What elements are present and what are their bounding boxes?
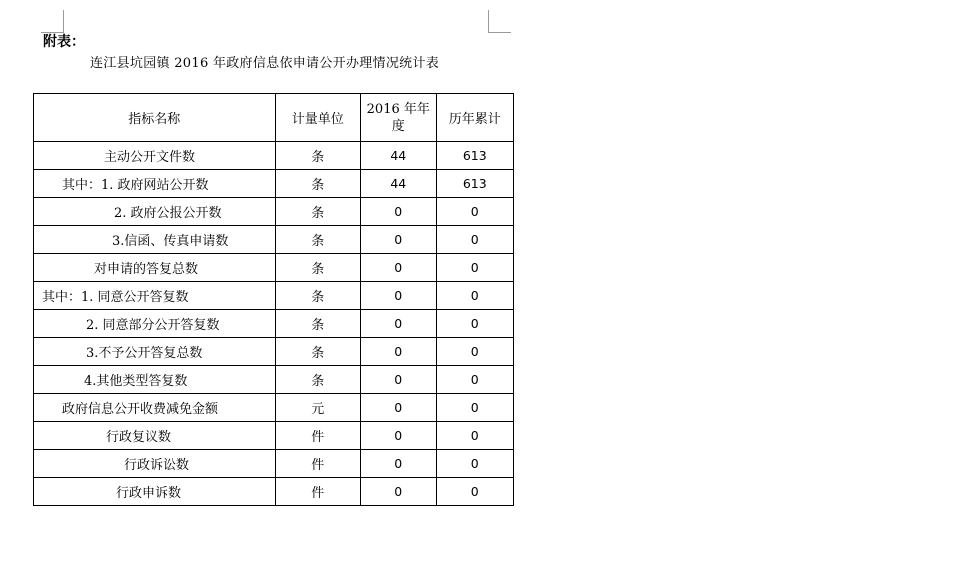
table-title: 连江县坑园镇 2016 年政府信息依申请公开办理情况统计表: [90, 56, 440, 71]
table-row: [34, 198, 514, 226]
cumulative-value-cell: 0: [436, 282, 514, 310]
indicator-name-cell: 3.信函、传真申请数: [34, 226, 276, 254]
cumulative-value-cell: 0: [436, 198, 514, 226]
page-corner-mark-right: [488, 10, 511, 33]
indicator-name-cell: 3.不予公开答复总数: [34, 338, 276, 366]
appendix-label: 附表：: [43, 34, 85, 50]
column-header-unit: 计量单位: [275, 94, 361, 142]
year-2016-value-cell: 0: [361, 254, 436, 282]
unit-cell: 条: [275, 310, 361, 338]
year-2016-value-cell: 0: [361, 338, 436, 366]
table-row: [34, 310, 514, 338]
column-header-indicator: 指标名称: [34, 94, 276, 142]
table-header-row: [34, 94, 514, 142]
indicator-name-cell: 行政诉讼数: [34, 450, 276, 478]
unit-cell: 条: [275, 254, 361, 282]
unit-cell: 元: [275, 394, 361, 422]
table-row: [34, 366, 514, 394]
table-row: [34, 450, 514, 478]
year-2016-value-cell: 0: [361, 226, 436, 254]
cumulative-value-cell: 0: [436, 310, 514, 338]
unit-cell: 件: [275, 478, 361, 506]
cumulative-value-cell: 613: [436, 142, 514, 170]
indicator-name-cell: 行政复议数: [34, 422, 276, 450]
table-row: [34, 394, 514, 422]
indicator-name-cell: 其中：1. 政府网站公开数: [34, 170, 276, 198]
year-2016-value-cell: 0: [361, 310, 436, 338]
indicator-name-cell: 主动公开文件数: [34, 142, 276, 170]
year-2016-value-cell: 44: [361, 142, 436, 170]
unit-cell: 条: [275, 142, 361, 170]
year-2016-value-cell: 0: [361, 450, 436, 478]
indicator-name-cell: 行政申诉数: [34, 478, 276, 506]
indicator-name-cell: 其中：1. 同意公开答复数: [34, 282, 276, 310]
unit-cell: 条: [275, 282, 361, 310]
year-2016-value-cell: 0: [361, 366, 436, 394]
cumulative-value-cell: 0: [436, 366, 514, 394]
cumulative-value-cell: 0: [436, 422, 514, 450]
indicator-name-cell: 4.其他类型答复数: [34, 366, 276, 394]
year-2016-value-cell: 0: [361, 478, 436, 506]
cumulative-value-cell: 0: [436, 254, 514, 282]
statistics-table: [33, 93, 514, 506]
table-row: [34, 142, 514, 170]
year-2016-value-cell: 0: [361, 422, 436, 450]
unit-cell: 条: [275, 170, 361, 198]
cumulative-value-cell: 613: [436, 170, 514, 198]
column-header-cumulative: 历年累计: [436, 94, 514, 142]
column-header-year: 2016 年年度: [361, 94, 436, 142]
cumulative-value-cell: 0: [436, 394, 514, 422]
cumulative-value-cell: 0: [436, 338, 514, 366]
unit-cell: 条: [275, 366, 361, 394]
indicator-name-cell: 2. 同意部分公开答复数: [34, 310, 276, 338]
indicator-name-cell: 对申请的答复总数: [34, 254, 276, 282]
unit-cell: 条: [275, 198, 361, 226]
year-2016-value-cell: 44: [361, 170, 436, 198]
table-row: [34, 422, 514, 450]
cumulative-value-cell: 0: [436, 478, 514, 506]
table-body: [34, 142, 514, 506]
unit-cell: 条: [275, 338, 361, 366]
unit-cell: 件: [275, 450, 361, 478]
unit-cell: 条: [275, 226, 361, 254]
cumulative-value-cell: 0: [436, 450, 514, 478]
year-2016-value-cell: 0: [361, 394, 436, 422]
table-row: [34, 338, 514, 366]
year-2016-value-cell: 0: [361, 198, 436, 226]
unit-cell: 件: [275, 422, 361, 450]
page-corner-mark-left: [41, 10, 64, 33]
table-row: [34, 170, 514, 198]
indicator-name-cell: 2. 政府公报公开数: [34, 198, 276, 226]
indicator-name-cell: 政府信息公开收费减免金额: [34, 394, 276, 422]
table-row: [34, 226, 514, 254]
table-row: [34, 254, 514, 282]
table-row: [34, 282, 514, 310]
cumulative-value-cell: 0: [436, 226, 514, 254]
year-2016-value-cell: 0: [361, 282, 436, 310]
table-row: [34, 478, 514, 506]
